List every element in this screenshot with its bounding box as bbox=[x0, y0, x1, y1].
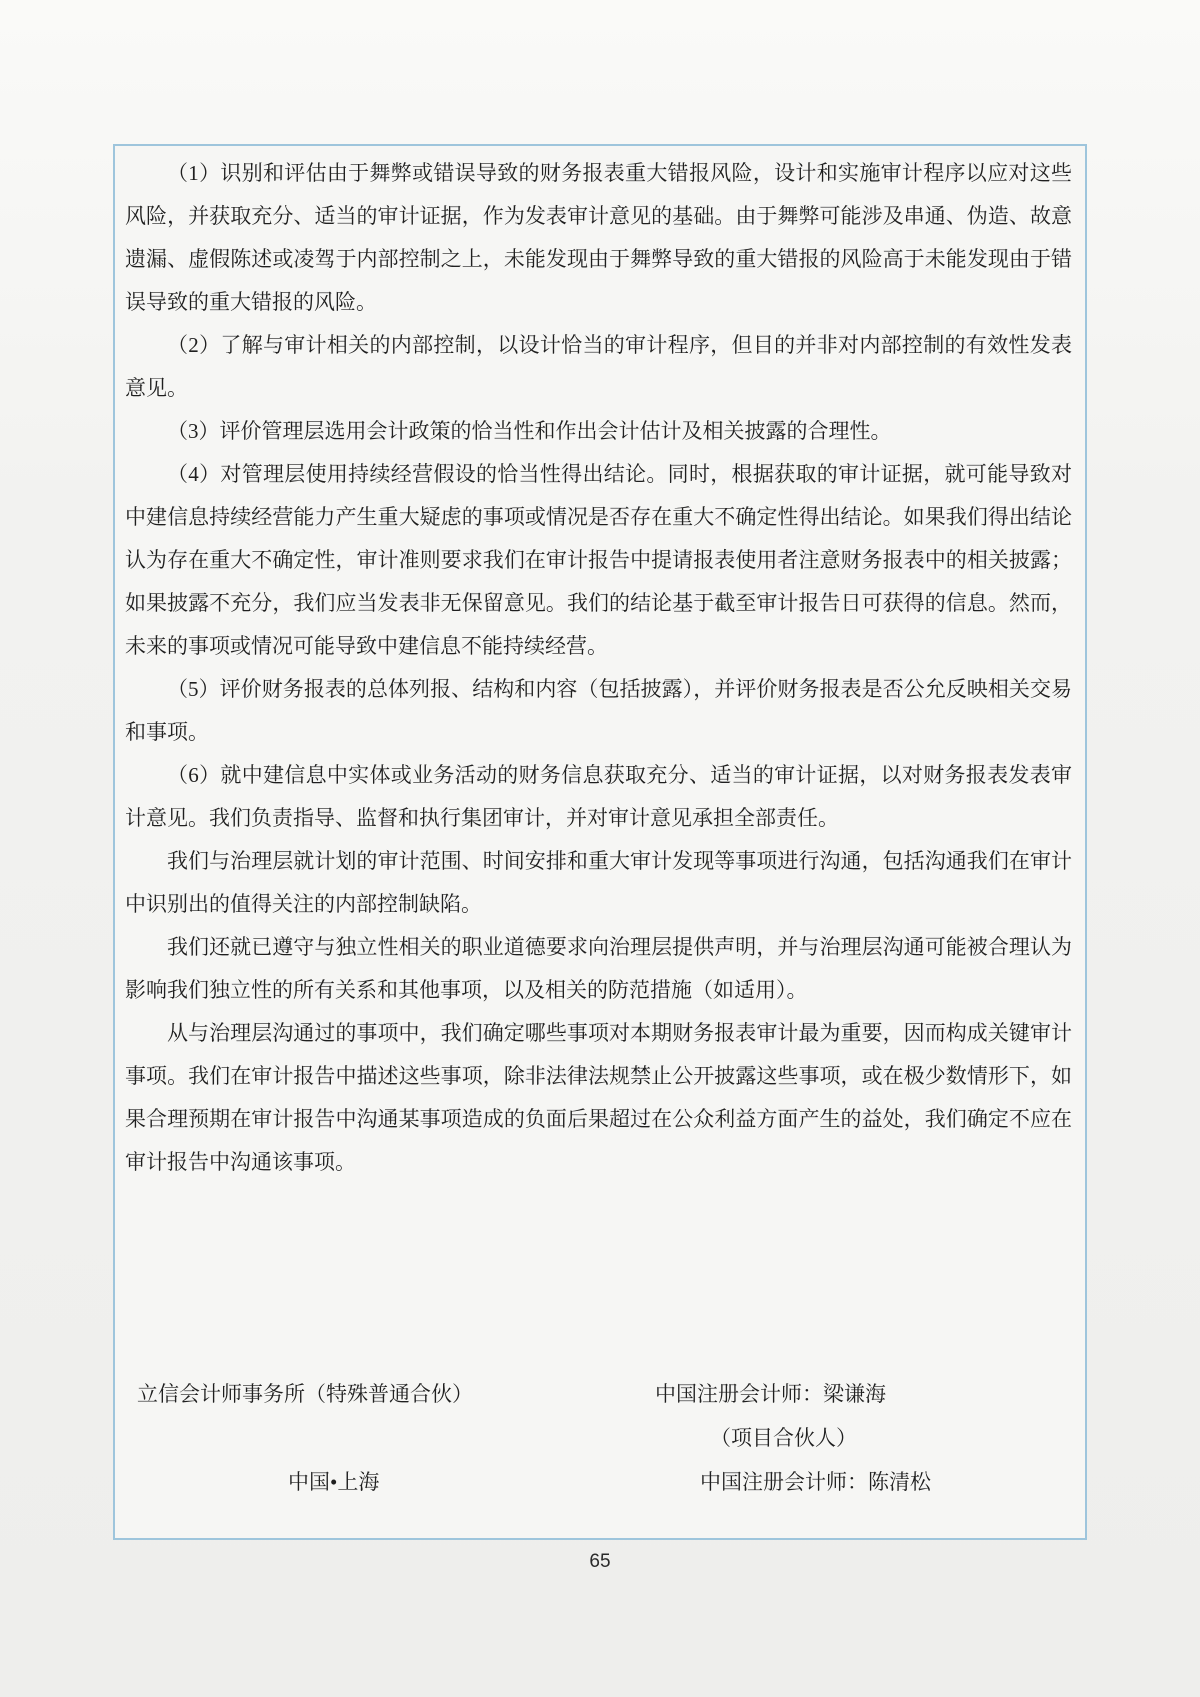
report-paragraph-3: （3）评价管理层选用会计政策的恰当性和作出会计估计及相关披露的合理性。 bbox=[167, 419, 892, 443]
report-paragraph-2: （2）了解与审计相关的内部控制，以设计恰当的审计程序，但目的并非对内部控制的有效性发表意见。 bbox=[125, 333, 1072, 400]
cpa-name-first: 中国注册会计师：梁谦海 bbox=[655, 1382, 886, 1406]
report-paragraph-1: （1）识别和评估由于舞弊或错误导致的财务报表重大错报风险，设计和实施审计程序以应对这些风险，并获取充分、适当的审计证据，作为发表审计意见的基础。由于舞弊可能涉及串通、伪造、故意遗漏、虚假陈述或凌驾于内部控制之上，未能发现由于舞弊导致的重大错报的风险高于未能发现由于错误导致的重大错报的风险。 bbox=[125, 161, 1072, 314]
audit-report-content-box bbox=[113, 144, 1087, 1540]
audit-firm-name: 立信会计师事务所（特殊普通合伙） bbox=[137, 1382, 473, 1406]
firm-location: 中国•上海 bbox=[288, 1470, 380, 1494]
report-paragraph-7: 我们与治理层就计划的审计范围、时间安排和重大审计发现等事项进行沟通，包括沟通我们在审计中识别出的值得关注的内部控制缺陷。 bbox=[125, 849, 1072, 916]
project-partner-note: （项目合伙人） bbox=[710, 1426, 857, 1450]
report-paragraph-6: （6）就中建信息中实体或业务活动的财务信息获取充分、适当的审计证据，以对财务报表发表审计意见。我们负责指导、监督和执行集团审计，并对审计意见承担全部责任。 bbox=[125, 763, 1072, 830]
cpa-name-second: 中国注册会计师：陈清松 bbox=[700, 1470, 931, 1494]
page-number: 65 bbox=[589, 1551, 611, 1572]
report-paragraph-4: （4）对管理层使用持续经营假设的恰当性得出结论。同时，根据获取的审计证据，就可能导致对中建信息持续经营能力产生重大疑虑的事项或情况是否存在重大不确定性得出结论。如果我们得出结论认为存在重大不确定性，审计准则要求我们在审计报告中提请报表使用者注意财务报表中的相关披露；如果披露不充分，我们应当发表非无保留意见。我们的结论基于截至审计报告日可获得的信息。然而，未来的事项或情况可能导致中建信息不能持续经营。 bbox=[125, 462, 1072, 658]
report-paragraph-5: （5）评价财务报表的总体列报、结构和内容（包括披露），并评价财务报表是否公允反映相关交易和事项。 bbox=[125, 677, 1072, 744]
report-paragraph-8: 我们还就已遵守与独立性相关的职业道德要求向治理层提供声明，并与治理层沟通可能被合理认为影响我们独立性的所有关系和其他事项，以及相关的防范措施（如适用）。 bbox=[125, 935, 1072, 1002]
report-paragraph-9: 从与治理层沟通过的事项中，我们确定哪些事项对本期财务报表审计最为重要，因而构成关键审计事项。我们在审计报告中描述这些事项，除非法律法规禁止公开披露这些事项，或在极少数情形下，如果合理预期在审计报告中沟通某事项造成的负面后果超过在公众利益方面产生的益处，我们确定不应在审计报告中沟通该事项。 bbox=[125, 1021, 1072, 1174]
